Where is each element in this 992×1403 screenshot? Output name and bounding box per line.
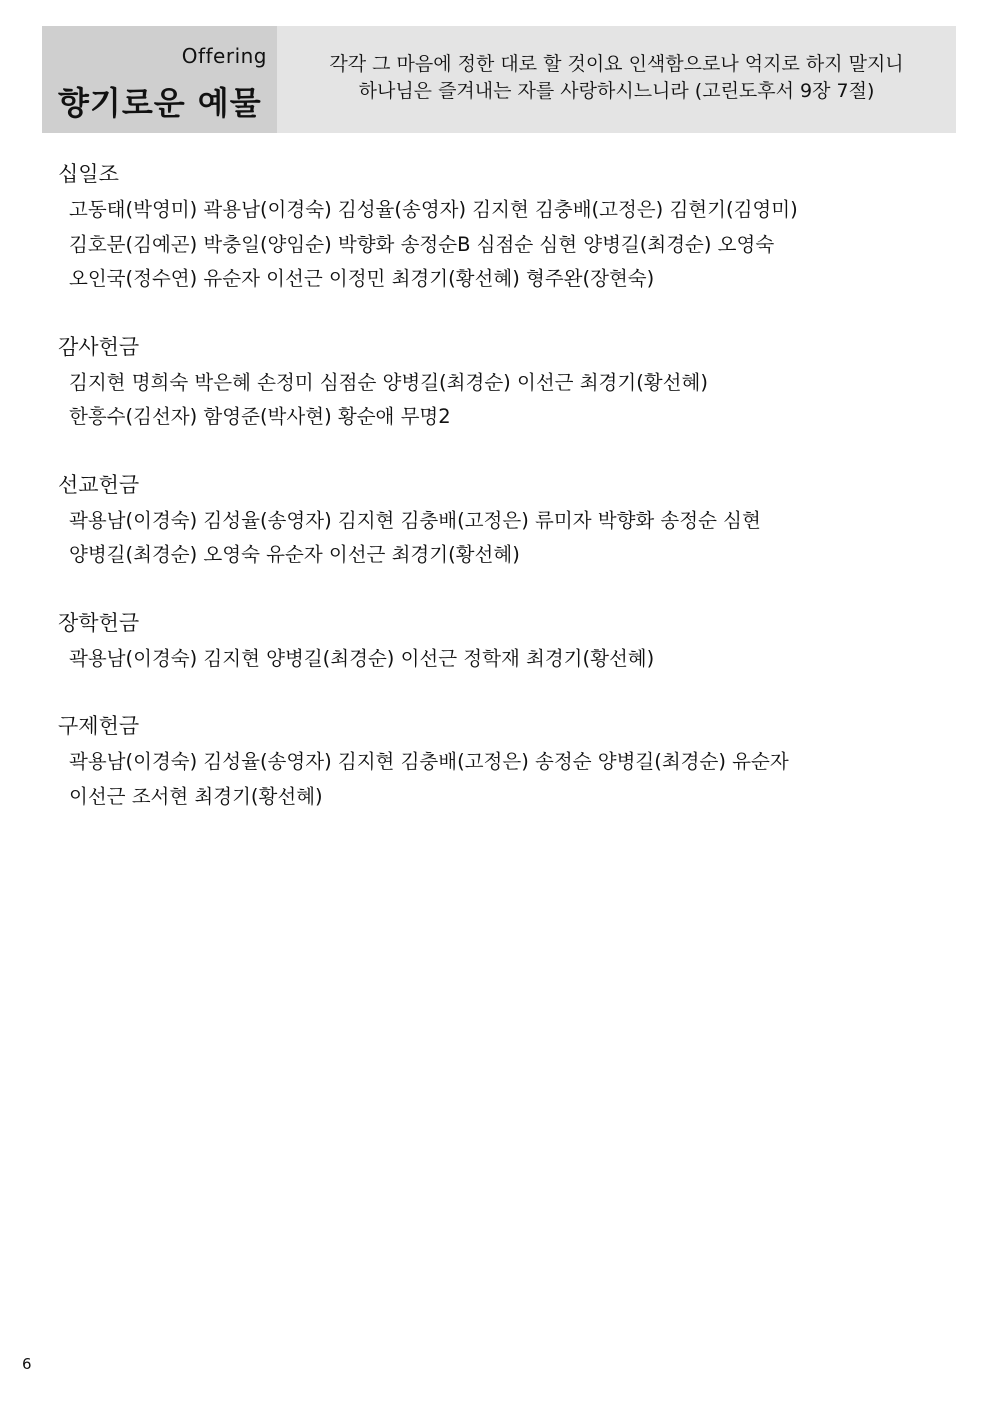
header-title-english: Offering (181, 44, 267, 68)
section-title: 장학헌금 (58, 610, 140, 635)
donor-line: 양병길(최경순) 오영숙 유순자 이선근 최경기(황선혜) (69, 543, 520, 566)
offering-header (42, 26, 956, 133)
header-title-box (42, 26, 277, 133)
section-thanksgiving (58, 331, 938, 435)
donor-line: 김호문(김예곤) 박충일(양임순) 박향화 송정순B 심점순 심현 양병길(최경순) 오영숙 (69, 232, 775, 256)
section-title: 십일조 (58, 162, 119, 186)
section-relief (58, 710, 938, 814)
page-number: 6 (22, 1355, 32, 1373)
section-title: 선교헌금 (58, 472, 140, 497)
section-scholarship (58, 607, 938, 677)
donor-line: 이선근 조서현 최경기(황선혜) (69, 784, 323, 808)
scripture-verse-line: 하나님은 즐겨내는 자를 사랑하시느니라 (고린도후서 9장 7절) (358, 79, 875, 102)
donor-line: 곽용남(이경숙) 김지현 양병길(최경순) 이선근 정학재 최경기(황선혜) (69, 646, 655, 670)
donor-line: 김지현 명희숙 박은혜 손정미 심점순 양병길(최경순) 이선근 최경기(황선혜) (69, 370, 708, 394)
donor-line: 곽용남(이경숙) 김성율(송영자) 김지현 김충배(고정은) 류미자 박향화 송정순 심현 (69, 508, 761, 532)
donor-line: 고동태(박영미) 곽용남(이경숙) 김성율(송영자) 김지현 김충배(고정은) 김현기(김영미) (69, 198, 798, 221)
section-title: 구제헌금 (58, 714, 140, 738)
donor-line: 한흥수(김선자) 함영준(박사현) 황순애 무명2 (69, 405, 451, 428)
section-missions (58, 469, 938, 573)
scripture-verse-box (277, 26, 956, 133)
donor-line: 오인국(정수연) 유순자 이선근 이정민 최경기(황선혜) 형주완(장현숙) (69, 267, 655, 290)
scripture-verse-line: 각각 그 마음에 정한 대로 할 것이요 인색함으로나 억지로 하지 말지니 (329, 52, 904, 75)
section-tithe (58, 158, 938, 297)
offering-list (58, 158, 938, 848)
donor-line: 곽용남(이경숙) 김성율(송영자) 김지현 김충배(고정은) 송정순 양병길(최경순) 유순자 (69, 750, 789, 773)
header-title-korean: 향기로운 예물 (58, 84, 262, 122)
section-title: 감사헌금 (58, 334, 140, 359)
